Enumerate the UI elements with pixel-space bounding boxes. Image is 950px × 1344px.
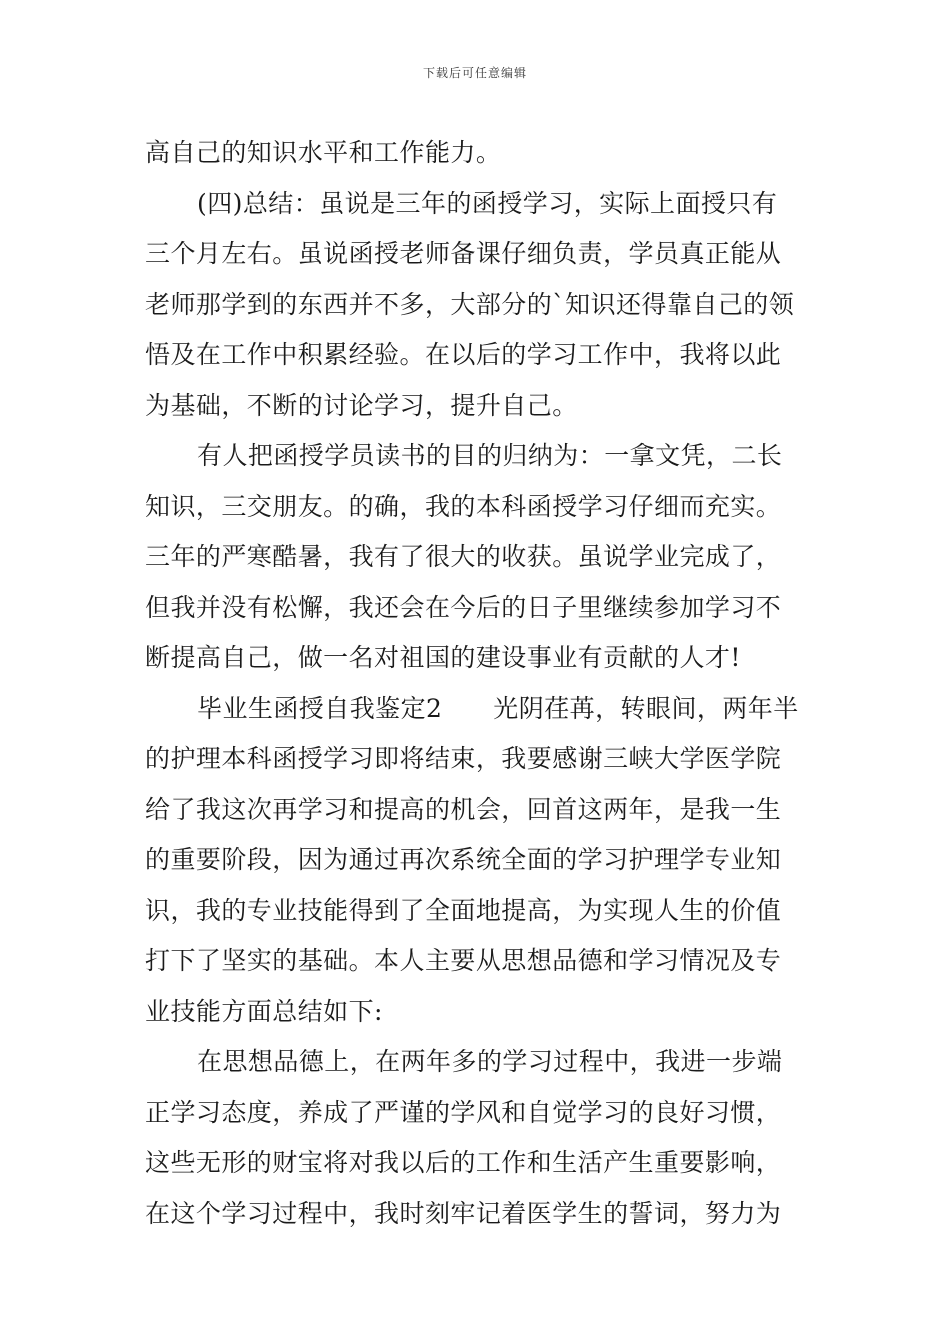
text-line: 这些无形的财宝将对我以后的工作和生活产生重要影响， — [145, 1148, 782, 1177]
text-line: 在思想品德上，在两年多的学习过程中，我进一步端 — [197, 1047, 783, 1076]
text-line: 正学习态度，养成了严谨的学风和自觉学习的良好习惯， — [145, 1097, 782, 1127]
text-line: 的重要阶段，因为通过再次系统全面的学习护理学专业知 — [145, 845, 782, 874]
text-line: (四)总结：虽说是三年的函授学习，实际上面授只有 — [197, 188, 778, 218]
text-line: 打下了坚实的基础。本人主要从思想品德和学习情况及专 — [145, 946, 782, 975]
text-line: 毕业生函授自我鉴定2 光阴荏苒，转眼间，两年半 — [197, 693, 799, 723]
text-line: 在这个学习过程中，我时刻牢记着医学生的誓词，努力为 — [145, 1198, 782, 1228]
text-line: 知识，三交朋友。的确，我的本科函授学习仔细而充实。 — [145, 491, 782, 521]
text-line: 老师那学到的东西并不多，大部分的`知识还得靠自己的领 — [145, 289, 795, 319]
text-line: 业技能方面总结如下: — [145, 996, 383, 1026]
document-body — [145, 128, 807, 1239]
text-line: 识，我的专业技能得到了全面地提高，为实现人生的价值 — [145, 895, 782, 925]
text-line: 三个月左右。虽说函授老师备课仔细负责，学员真正能从 — [145, 239, 782, 268]
page-header-note: 下载后可任意编辑 — [422, 66, 527, 80]
text-line: 高自己的知识水平和工作能力。 — [145, 138, 502, 167]
text-line: 的护理本科函授学习即将结束，我要感谢三峡大学医学院 — [145, 744, 782, 773]
text-line: 悟及在工作中积累经验。在以后的学习工作中，我将以此 — [145, 340, 782, 369]
text-line: 为基础，不断的讨论学习，提升自己。 — [145, 390, 578, 420]
text-line: 但我并没有松懈，我还会在今后的日子里继续参加学习不 — [145, 592, 782, 622]
text-line: 三年的严寒酷暑，我有了很大的收获。虽说学业完成了， — [145, 542, 782, 571]
text-line: 有人把函授学员读书的目的归纳为：一拿文凭，二长 — [197, 441, 783, 470]
text-line: 给了我这次再学习和提高的机会，回首这两年，是我一生 — [145, 794, 782, 824]
text-line: 断提高自己，做一名对祖国的建设事业有贡献的人才! — [145, 643, 741, 672]
